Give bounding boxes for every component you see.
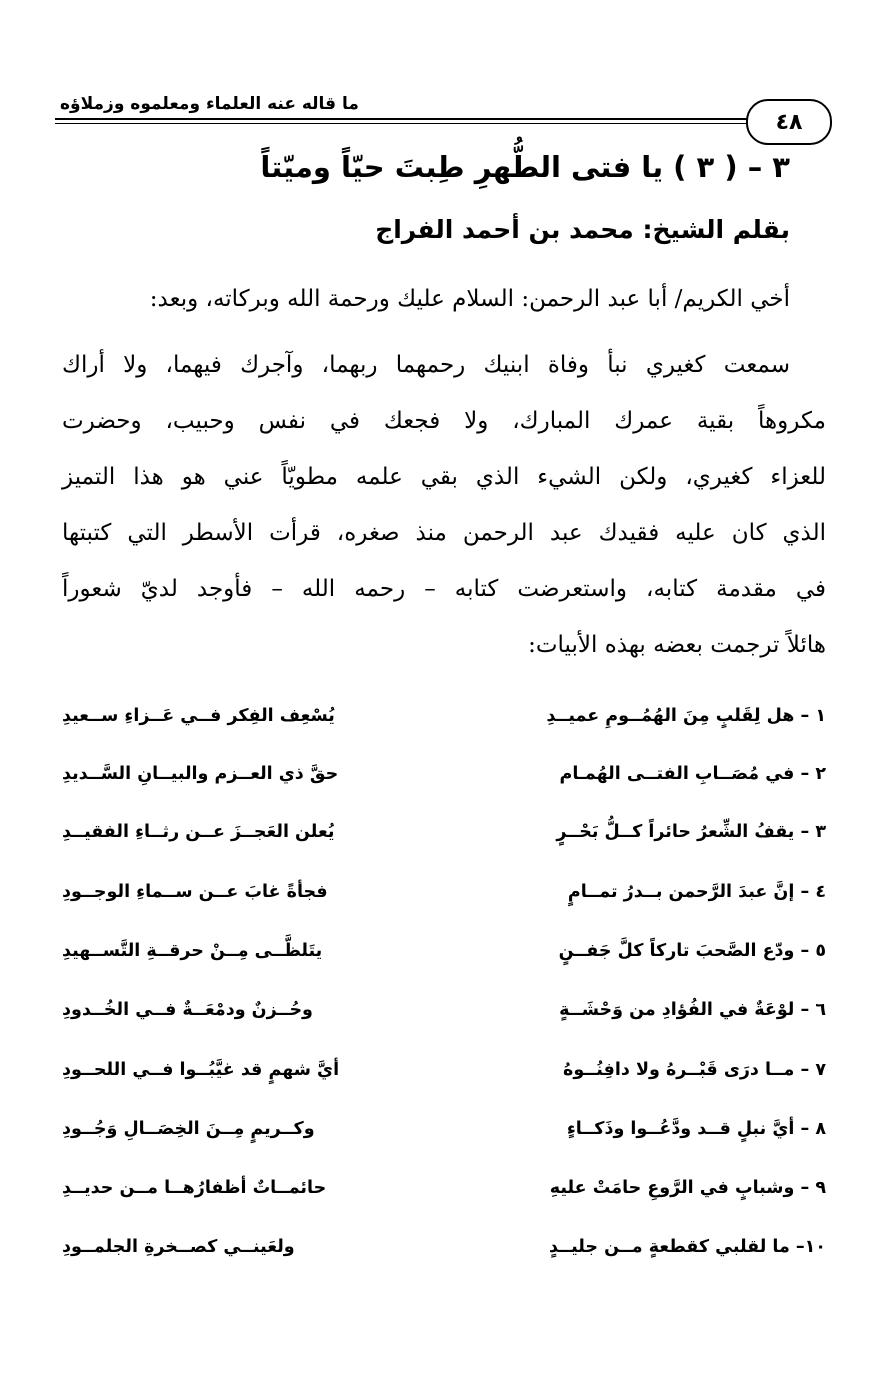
poem-verse [62, 822, 826, 862]
header-rule [55, 118, 755, 120]
verse-second-hemistich: حقَّ ذي العــزم والبيــانِ السَّــديدِ [62, 764, 339, 784]
verse-second-hemistich: أيَّ شهمٍ قد غيَّبُــوا فــي اللحــودِ [62, 1060, 340, 1080]
verse-first-hemistich: ٣ – يقفُ الشِّعرُ حائراً كــلُّ بَحْــرٍ [556, 822, 826, 842]
running-header-title: ما قاله عنه العلماء ومعلموه وزملاؤه [60, 94, 359, 114]
verse-second-hemistich: وكــريمٍ مِــنَ الخِصَــالِ وَجُــودِ [62, 1119, 315, 1139]
page-number-badge [746, 99, 832, 145]
poem-verse [62, 882, 826, 922]
author-line: بقلم الشيخ: محمد بن أحمد الفراج [375, 215, 790, 244]
greeting-line: أخي الكريم/ أبا عبد الرحمن: السلام عليك ورحمة الله وبركاته، وبعد: [149, 286, 790, 312]
verse-first-hemistich: ٦ – لوْعَةٌ في الفُؤادِ من وَحْشَــةٍ [559, 1000, 826, 1020]
verse-first-hemistich: ١ – هل لِقَلبٍ مِنَ الهُمُــومِ عميــدِ [546, 706, 826, 726]
body-line: للعزاء كغيري، ولكن الشيء الذي بقي علمه مطويّاً عني هو هذا التميز [62, 464, 826, 490]
poem-verse [62, 1000, 826, 1040]
poem-verse [62, 764, 826, 804]
verse-first-hemistich: ٧ – مــا درَى قَبْــرهُ ولا دافِنُــوهُ [563, 1060, 826, 1080]
body-line: الذي كان عليه فقيدك عبد الرحمن منذ صغره، قرأت الأسطر التي كتبتها [62, 520, 826, 546]
section-title: ٣ – ( ٣ ) يا فتى الطُّهرِ طِبتَ حيّاً وميّتاً [260, 150, 790, 184]
verse-first-hemistich: ٨ – أيَّ نبلٍ قــد ودَّعُــوا وذَكــاءٍ [566, 1119, 826, 1139]
poem-verse [62, 1237, 826, 1277]
poem-verse [62, 1060, 826, 1100]
poem-verse [62, 1178, 826, 1218]
verse-first-hemistich: ٥ – ودّع الصَّحبَ تاركاً كلَّ جَفــنٍ [558, 941, 826, 961]
page-number: ٤٨ [775, 109, 803, 135]
verse-second-hemistich: حائمــاتٌ أظفارُهــا مــن حديــدِ [62, 1178, 327, 1198]
poem-verse [62, 1119, 826, 1159]
body-line: مكروهاً بقية عمرك المبارك، ولا فجعك في نفس وحبيب، وحضرت [62, 408, 826, 434]
body-line: سمعت كغيري نبأ وفاة ابنيك رحمهما ربهما، وآجرك فيهما، ولا أراك [62, 352, 790, 378]
verse-second-hemistich: يُعلن العَجــزَ عــن رثــاءِ الفقيــدِ [62, 822, 335, 842]
verse-first-hemistich: ٢ – في مُصَــابِ الفتــى الهُمـام [559, 764, 826, 784]
verse-second-hemistich: وحُــزنٌ ودمْعَــةٌ فــي الخُــدودِ [62, 1000, 313, 1020]
poem-verse [62, 706, 826, 746]
body-line: هائلاً ترجمت بعضه بهذه الأبيات: [528, 632, 826, 658]
poem-verse [62, 941, 826, 981]
header-rule-thin [55, 123, 755, 124]
verse-second-hemistich: ولعَينــي كصــخرةِ الجلمــودِ [62, 1237, 295, 1257]
verse-second-hemistich: يتَلظَّــى مِــنْ حرقــةِ التَّســهيدِ [62, 941, 323, 961]
verse-second-hemistich: يُسْعِف الفِكر فــي عَــزاءِ ســعيدِ [62, 706, 335, 726]
verse-first-hemistich: ٩ – وشبابٍ في الرَّوعِ حامَتْ عليهِ [549, 1178, 826, 1198]
body-line: في مقدمة كتابه، واستعرضت كتابه – رحمه الله – فأوجد لديّ شعوراً [62, 576, 826, 602]
verse-first-hemistich: ١٠– ما لقلبي كقطعةٍ مــن جليــدٍ [549, 1237, 826, 1257]
verse-second-hemistich: فجأةً غابَ عــن ســماءِ الوجــودِ [62, 882, 328, 902]
verse-first-hemistich: ٤ – إنَّ عبدَ الرَّحمن بــدرُ تمــامٍ [567, 882, 826, 902]
